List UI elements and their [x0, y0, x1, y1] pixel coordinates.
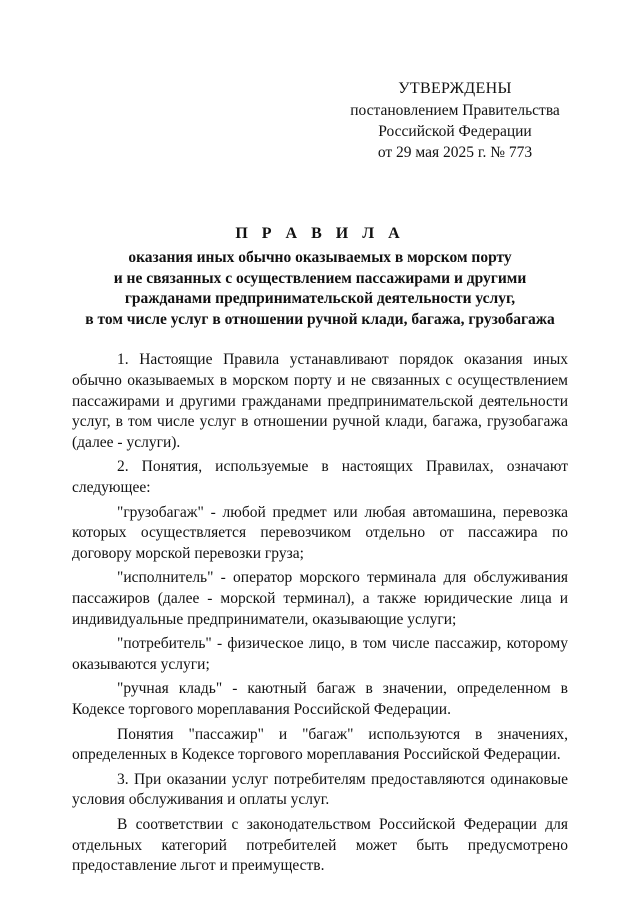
subtitle-line: в том числе услуг в отношении ручной клади, багажа, грузобагажа	[85, 310, 555, 328]
definition-hand-luggage: "ручная кладь" - каютный багаж в значении, определенном в Кодексе торгового мореплавания Российской Федерации.	[72, 680, 568, 719]
paragraph-1: 1. Настоящие Правила устанавливают порядок оказания иных обычно оказываемых в морском порту и не связанных с осуществлением пассажирами и другими гражданами предпринимательской деятельности услуг, в том числе услуг в отношении ручной клади, багажа, грузобагажа (далее - услуги).	[72, 351, 568, 452]
document-subtitle	[60, 248, 580, 330]
subtitle-line: и не связанных с осуществлением пассажирами и другими	[113, 269, 527, 287]
approval-block	[330, 78, 580, 163]
paragraph-2: 2. Понятия, используемые в настоящих Правилах, означают следующее:	[72, 458, 568, 497]
document-body	[72, 350, 568, 881]
document-title: П Р А В И Л А	[235, 225, 405, 242]
subtitle-line: оказания иных обычно оказываемых в морском порту	[128, 249, 512, 266]
definition-executor: "исполнитель" - оператор морского терминала для обслуживания пассажиров (далее - морской терминал), а также юридические лица и индивидуальные предприниматели, оказывающие услуги;	[72, 569, 568, 629]
approval-line-decree: постановлением Правительства	[350, 102, 560, 119]
approval-line-government: Российской Федерации	[378, 123, 532, 140]
definition-consumer: "потребитель" - физическое лицо, в том числе пассажир, которому оказываются услуги;	[72, 635, 568, 674]
approval-line-date: от 29 мая 2025 г. № 773	[377, 144, 533, 161]
approval-title: УТВЕРЖДЕНЫ	[398, 80, 512, 97]
paragraph-benefits: В соответствии с законодательством Российской Федерации для отдельных категорий потребителей может быть предусмотрено предоставление льгот и преимуществ.	[72, 815, 568, 875]
subtitle-line: гражданами предпринимательской деятельности услуг,	[124, 290, 516, 307]
paragraph-terms: Понятия "пассажир" и "багаж" используются в значениях, определенных в Кодексе торгового мореплавания Российской Федерации.	[72, 725, 568, 764]
definition-cargo-baggage: "грузобагаж" - любой предмет или любая автомашина, перевозка которых осуществляется перевозчиком отдельно от пассажира по договору морской перевозки груза;	[72, 503, 568, 563]
paragraph-3: 3. При оказании услуг потребителям предоставляются одинаковые условия обслуживания и оплаты услуг.	[72, 770, 568, 809]
